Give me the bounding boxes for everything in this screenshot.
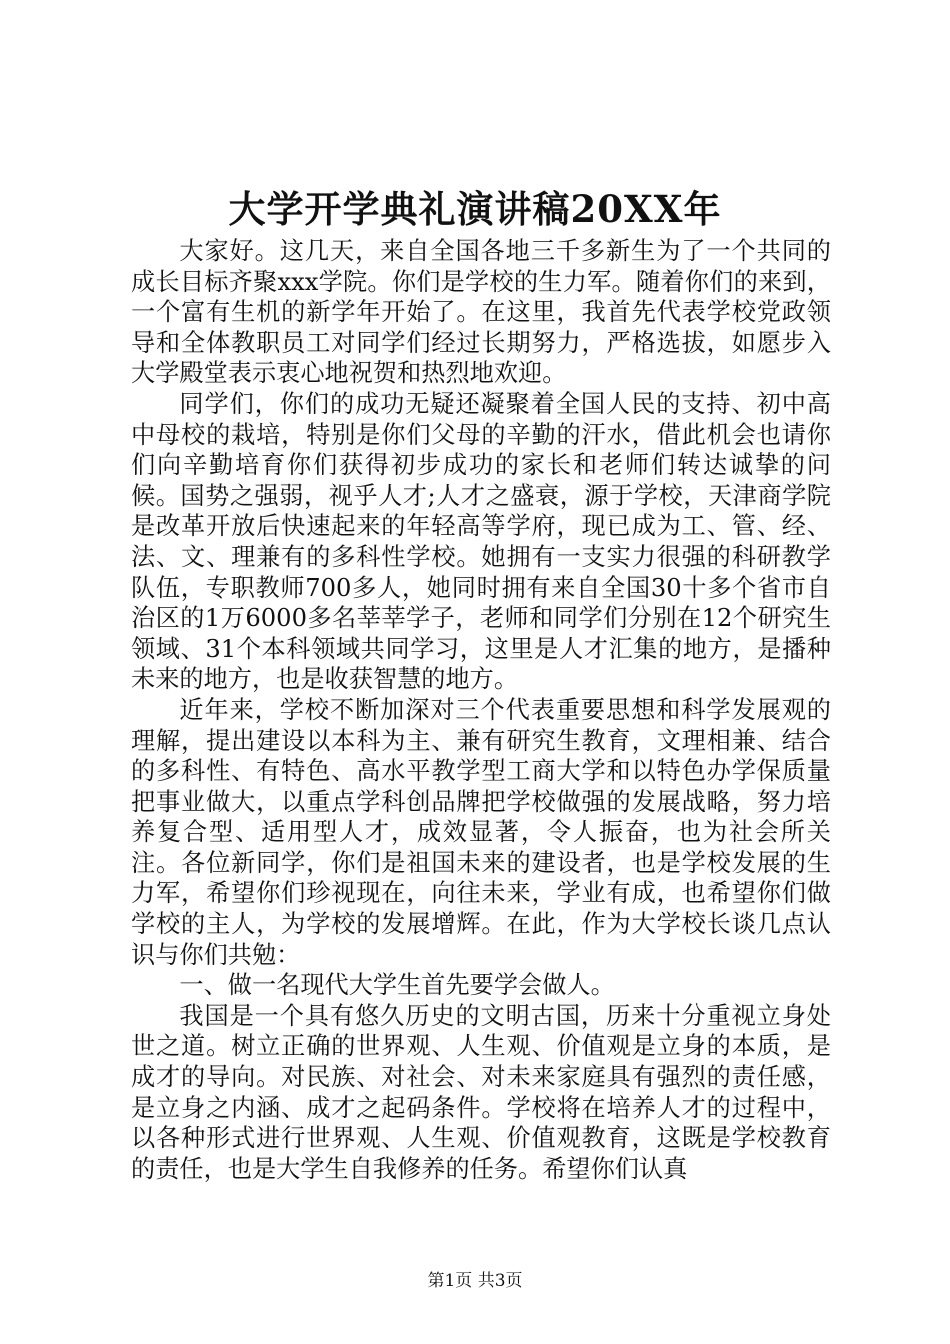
paragraph: 同学们，你们的成功无疑还凝聚着全国人民的支持、初中高中母校的栽培，特别是你们父母的辛勤的汗水，借此机会也请你们向辛勤培育你们获得初步成功的家长和老师们转达诚挚的问候。国势之强弱，视乎人才;人才之盛衰，源于学校，天津商学院是改革开放后快速起来的年轻高等学府，现已成为工、管、经、法、文、理兼有的多科性学校。她拥有一支实力很强的科研教学队伍，专职教师700多人，她同时拥有来自全国30十多个省市自治区的1万6000多名莘莘学子，老师和同学们分别在12个研究生领域、31个本科领域共同学习，这里是人才汇集的地方，是播种未来的地方，也是收获智慧的地方。 <box>131 389 831 694</box>
document-title: 大学开学典礼演讲稿20XX年 <box>228 187 722 231</box>
document-body <box>131 236 831 1184</box>
paragraph: 近年来，学校不断加深对三个代表重要思想和科学发展观的理解，提出建设以本科为主、兼有研究生教育，文理相兼、结合的多科性、有特色、高水平教学型工商大学和以特色办学保质量把事业做大，以重点学科创品牌把学校做强的发展战略，努力培养复合型、适用型人才，成效显著，令人振奋，也为社会所关注。各位新同学，你们是祖国未来的建设者，也是学校发展的生力军，希望你们珍视现在，向往未来，学业有成，也希望你们做学校的主人，为学校的发展增辉。在此，作为大学校长谈几点认识与你们共勉： <box>131 695 831 969</box>
page-number-footer: 第1页 共3页 <box>427 1271 523 1291</box>
paragraph: 大家好。这几天，来自全国各地三千多新生为了一个共同的成长目标齐聚xxx学院。你们是学校的生力军。随着你们的来到，一个富有生机的新学年开始了。在这里，我首先代表学校党政领导和全体教职员工对同学们经过长期努力，严格选拔，如愿步入大学殿堂表示衷心地祝贺和热烈地欢迎。 <box>131 237 831 388</box>
paragraph: 我国是一个具有悠久历史的文明古国，历来十分重视立身处世之道。树立正确的世界观、人生观、价值观是立身的本质，是成才的导向。对民族、对社会、对未来家庭具有强烈的责任感，是立身之内涵、成才之起码条件。学校将在培养人才的过程中，以各种形式进行世界观、人生观、价值观教育，这既是学校教育的责任，也是大学生自我修养的任务。希望你们认真 <box>131 1001 831 1183</box>
section-heading: 一、做一名现代大学生首先要学会做人。 <box>179 971 615 1000</box>
